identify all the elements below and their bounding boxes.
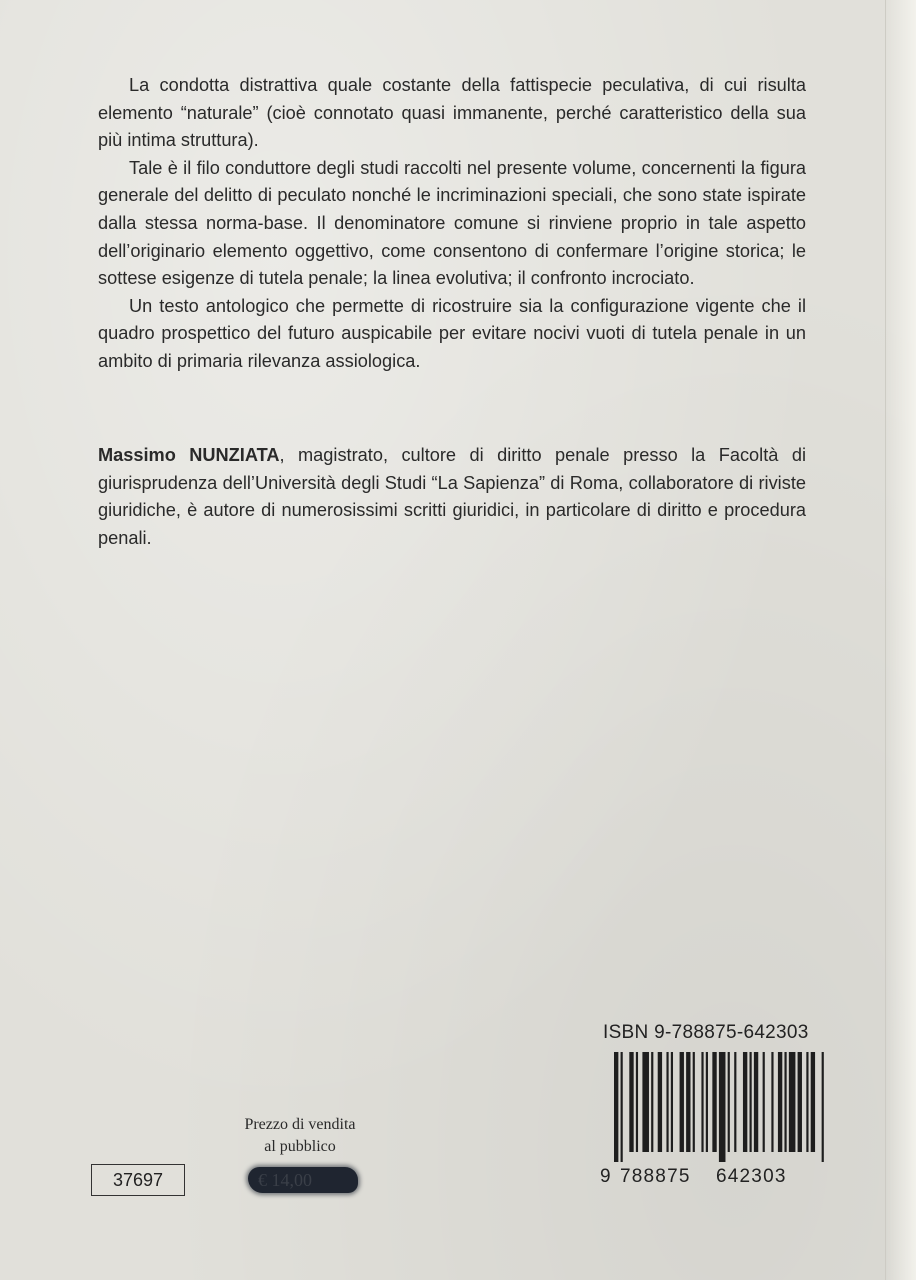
barcode-bar — [621, 1052, 623, 1162]
barcode-bar — [666, 1052, 668, 1152]
barcode-bar — [743, 1052, 747, 1152]
price-label-line-1: Prezzo di vendita — [244, 1116, 356, 1133]
barcode-bar — [636, 1052, 638, 1152]
author-bio — [98, 442, 806, 552]
barcode-bar — [763, 1052, 765, 1152]
author-bio-text: , magistrato, cultore di diritto penale presso la Facoltà di giurisprudenza dell’Università degli Studi “La Sapienza” di Roma, collaboratore di riviste giuridiche, è autore di numerosissimi scritti giuridici, in particolare di diritto e procedura penali. — [98, 445, 806, 548]
barcode-bar — [784, 1052, 786, 1152]
price-amount: € 14,00 — [258, 1170, 312, 1190]
barcode-bar — [712, 1052, 716, 1152]
barcode-bar — [806, 1052, 808, 1152]
barcode-bar — [706, 1052, 708, 1152]
barcode-bar — [719, 1052, 726, 1162]
barcode-bar — [728, 1052, 730, 1152]
barcode-bar — [822, 1052, 824, 1162]
author-bio-paragraph — [98, 442, 806, 552]
barcode-bar — [771, 1052, 773, 1152]
blurb-paragraph-3: Un testo antologico che permette di ricostruire sia la configurazione vigente che il quadro prospettico del futuro auspicabile per evitare nocivi vuoti di tutela penale in un ambito di primaria rilevanza assiologica. — [98, 295, 806, 371]
author-name: Massimo NUNZIATA — [98, 445, 280, 465]
isbn-label: ISBN 9-788875-642303 — [603, 1022, 809, 1043]
barcode-bar — [651, 1052, 653, 1152]
barcode-bar — [754, 1052, 758, 1152]
barcode-bar — [642, 1052, 649, 1152]
barcode-bar — [778, 1052, 782, 1152]
price-label-line-2: al pubblico — [264, 1138, 336, 1155]
book-blurb — [98, 72, 806, 376]
price-label — [222, 1114, 378, 1158]
barcode-bar — [811, 1052, 815, 1152]
barcode-bar — [671, 1052, 673, 1152]
blurb-paragraph-2: Tale è il filo conduttore degli studi raccolti nel presente volume, concernenti la figura generale del delitto di peculato nonché le incriminazioni speciali, che sono state ispirate dalla stessa norma-base. Il denominatore comune si rinviene proprio in tale aspetto dell’originario elemento oggettivo, come consentono di confermare l’origine storica; le sottese esigenze di tutela penale; la linea evolutiva; il confronto incrociato. — [98, 157, 806, 289]
barcode-bar — [629, 1052, 633, 1152]
barcode-digit-lead: 9 — [600, 1166, 611, 1187]
page-edge — [885, 0, 916, 1280]
price-value — [248, 1163, 358, 1197]
barcode-bar — [734, 1052, 736, 1152]
barcode-digits-left: 788875 — [620, 1166, 691, 1187]
barcode-bar — [658, 1052, 662, 1152]
barcode-bar — [701, 1052, 703, 1152]
barcode-bar — [789, 1052, 796, 1152]
barcode-bar — [693, 1052, 695, 1152]
barcode-bar — [750, 1052, 752, 1152]
barcode-bar — [686, 1052, 690, 1152]
catalog-code: 37697 — [91, 1164, 185, 1196]
barcode-bar — [614, 1052, 618, 1162]
barcode-digits-right: 642303 — [716, 1166, 787, 1187]
barcode-bar — [680, 1052, 684, 1152]
blurb-paragraph-1: La condotta distrattiva quale costante della fattispecie peculativa, di cui risulta elemento “naturale” (cioè connotato quasi immanente, perché caratteristico della sua più intima struttura). — [98, 75, 806, 151]
isbn-barcode — [614, 1052, 826, 1162]
barcode-bar — [798, 1052, 802, 1152]
